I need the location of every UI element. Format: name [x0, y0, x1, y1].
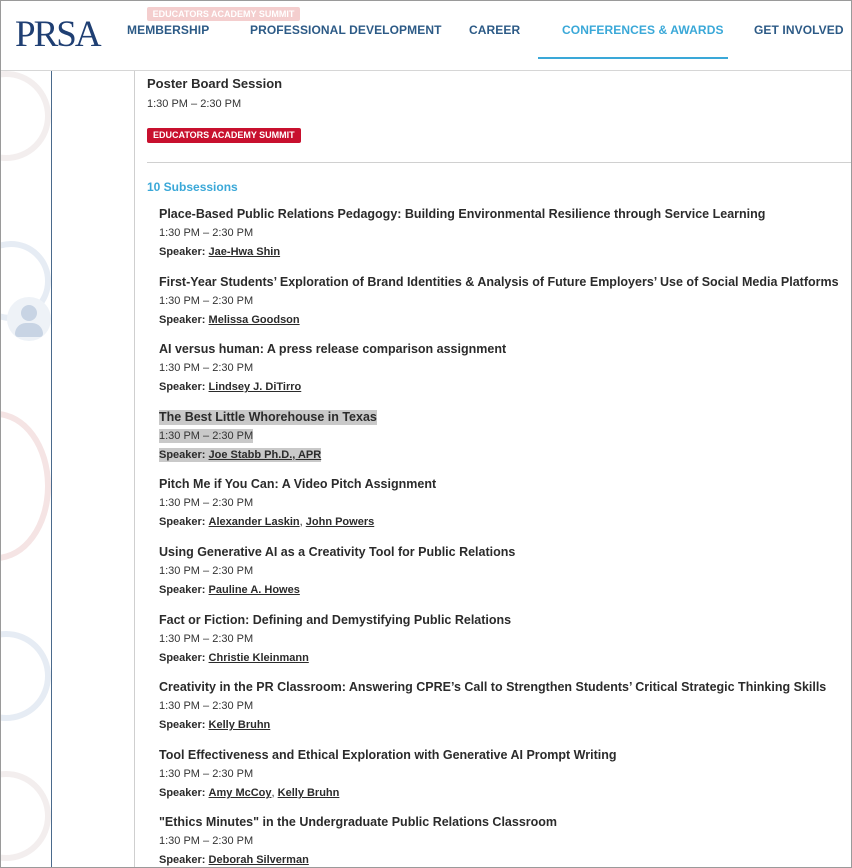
subsession-speakers [159, 718, 270, 732]
subsession-title[interactable]: Using Generative AI as a Creativity Tool for Public Relations [159, 545, 516, 559]
speaker-link[interactable]: Melissa Goodson [208, 314, 300, 326]
subsession-title[interactable]: The Best Little Whorehouse in Texas [159, 410, 377, 424]
subsession-count: 10 Subsessions [147, 180, 238, 194]
divider-line [134, 71, 135, 868]
active-nav-indicator [538, 57, 728, 59]
prsa-logo[interactable]: PRSA [15, 14, 100, 55]
nav-conferences-awards[interactable]: CONFERENCES & AWARDS [562, 23, 724, 37]
subsession-speakers [159, 583, 300, 597]
nav-get-involved[interactable]: GET INVOLVED [754, 23, 844, 37]
subsession-time: 1:30 PM – 2:30 PM [159, 565, 254, 577]
subsession-time: 1:30 PM – 2:30 PM [159, 835, 254, 847]
speaker-link[interactable]: Joe Stabb Ph.D., APR [208, 449, 322, 461]
subsession-speakers [159, 448, 321, 462]
speaker-link[interactable]: Pauline A. Howes [208, 584, 300, 596]
speaker-label: Speaker: [159, 787, 206, 799]
session-title: Poster Board Session [147, 76, 283, 91]
subsession-time: 1:30 PM – 2:30 PM [159, 497, 254, 509]
speaker-link[interactable]: Lindsey J. DiTirro [208, 381, 302, 393]
subsession-speakers [159, 313, 300, 327]
subsession-time: 1:30 PM – 2:30 PM [159, 768, 254, 780]
speaker-label: Speaker: [159, 854, 206, 866]
subsession-title[interactable]: First-Year Students’ Exploration of Brand Identities & Analysis of Future Employers’ Use of Social Media Platforms [159, 275, 839, 289]
speaker-label: Speaker: [159, 246, 206, 258]
subsession-speakers: Speaker: Alexander Laskin, John Powers [159, 516, 375, 528]
subsession-time: 1:30 PM – 2:30 PM [159, 295, 254, 307]
section-divider [147, 162, 852, 163]
subsession-speakers [159, 245, 280, 259]
speaker-link[interactable]: Alexander Laskin [208, 516, 300, 528]
speaker-label: Speaker: [159, 584, 206, 596]
decorative-background [1, 71, 51, 868]
subsession-time: 1:30 PM – 2:30 PM [159, 362, 254, 374]
nav-career[interactable]: CAREER [469, 23, 521, 37]
site-header [1, 1, 852, 71]
nav-professional-development[interactable]: PROFESSIONAL DEVELOPMENT [250, 23, 442, 37]
subsession-time: 1:30 PM – 2:30 PM [159, 633, 254, 645]
subsession-time: 1:30 PM – 2:30 PM [159, 700, 254, 712]
subsession-speakers [159, 651, 309, 665]
speaker-link[interactable]: Deborah Silverman [208, 854, 309, 866]
speaker-link[interactable]: John Powers [305, 516, 375, 528]
subsession-title[interactable]: Creativity in the PR Classroom: Answering CPRE’s Call to Strengthen Students’ Critical Strategic Thinking Skills [159, 680, 827, 694]
speaker-link[interactable]: Amy McCoy [208, 787, 272, 799]
person-icon [7, 297, 51, 341]
track-badge[interactable]: EDUCATORS ACADEMY SUMMIT [147, 128, 301, 143]
subsession-title[interactable]: Tool Effectiveness and Ethical Exploration with Generative AI Prompt Writing [159, 748, 617, 762]
subsession-speakers [159, 853, 309, 867]
speaker-label: Speaker: [159, 719, 206, 731]
subsession-time: 1:30 PM – 2:30 PM [159, 430, 254, 442]
speaker-label: Speaker: [159, 381, 206, 393]
speaker-link[interactable]: Kelly Bruhn [208, 719, 271, 731]
subsession-title[interactable]: Fact or Fiction: Defining and Demystifying Public Relations [159, 613, 512, 627]
ghost-badge: EDUCATORS ACADEMY SUMMIT [147, 7, 300, 21]
speaker-link[interactable]: Jae-Hwa Shin [208, 246, 281, 258]
speaker-link[interactable]: Kelly Bruhn [277, 787, 340, 799]
speaker-label: Speaker: [159, 652, 206, 664]
speaker-label: Speaker: [159, 449, 206, 461]
speaker-label: Speaker: [159, 516, 206, 528]
subsession-title[interactable]: Place-Based Public Relations Pedagogy: Building Environmental Resilience through Service Learning [159, 207, 766, 221]
divider-line [51, 71, 52, 868]
speaker-label: Speaker: [159, 314, 206, 326]
subsession-speakers [159, 380, 301, 394]
subsession-title[interactable]: "Ethics Minutes" in the Undergraduate Public Relations Classroom [159, 815, 558, 829]
subsession-speakers: Speaker: Amy McCoy, Kelly Bruhn [159, 787, 340, 799]
speaker-link[interactable]: Christie Kleinmann [208, 652, 309, 664]
subsession-title[interactable]: Pitch Me if You Can: A Video Pitch Assignment [159, 477, 437, 491]
subsession-time: 1:30 PM – 2:30 PM [159, 227, 254, 239]
subsession-title[interactable]: AI versus human: A press release comparison assignment [159, 342, 507, 356]
session-time: 1:30 PM – 2:30 PM [147, 98, 242, 110]
nav-membership[interactable]: MEMBERSHIP [127, 23, 210, 37]
